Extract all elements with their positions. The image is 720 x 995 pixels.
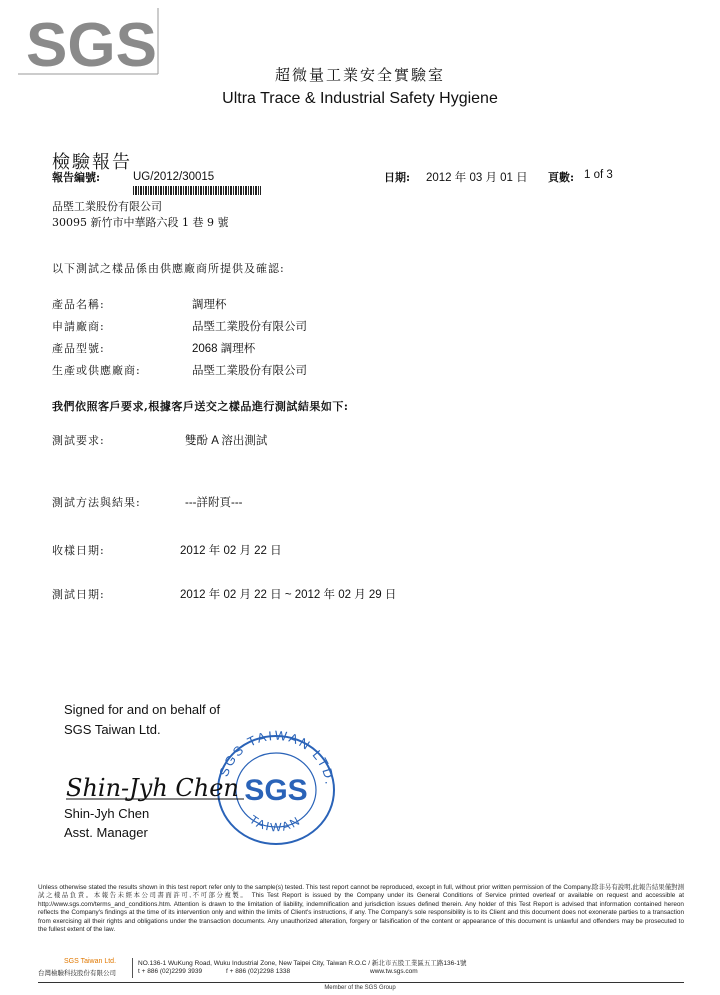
signer-name: Shin-Jyh Chen bbox=[64, 806, 150, 821]
model-label: 產品型號: bbox=[52, 342, 105, 355]
applicant-label: 申請廠商: bbox=[52, 320, 105, 333]
logo-text: SGS bbox=[26, 11, 157, 78]
test-date-label: 測試日期: bbox=[52, 588, 105, 601]
client-address: 30095 新竹市中華路六段 1 巷 9 號 bbox=[52, 216, 229, 229]
barcode bbox=[133, 186, 261, 195]
product-name-label: 產品名稱: bbox=[52, 298, 105, 311]
stamp-top-text: SGS TAIWAN LTD. bbox=[216, 728, 338, 787]
received-date-label: 收樣日期: bbox=[52, 544, 105, 557]
footer-divider bbox=[132, 958, 133, 978]
footer-address: NO.136-1 WuKung Road, Wuku Industrial Zone, New Taipei City, Taiwan R.O.C / 新北市五股工業區五工路136-1號 bbox=[138, 960, 467, 967]
company-signoff: SGS Taiwan Ltd. bbox=[64, 722, 161, 737]
test-request-label: 測試要求: bbox=[52, 434, 105, 447]
stamp-center-text: SGS bbox=[244, 774, 308, 807]
product-name-value: 調理杯 bbox=[192, 299, 227, 311]
applicant-value: 品塈工業股份有限公司 bbox=[192, 321, 307, 333]
intro-text: 以下測試之樣品係由供應廠商所提供及確認: bbox=[52, 262, 285, 275]
manufacturer-label: 生產或供應廠商: bbox=[52, 364, 141, 377]
stamp-bottom-text: TAIWAN bbox=[246, 812, 304, 835]
report-date: 2012 年 03 月 01 日 bbox=[426, 172, 528, 184]
model-value: 2068 調理杯 bbox=[192, 343, 256, 355]
test-date-value: 2012 年 02 月 22 日 ~ 2012 年 02 月 29 日 bbox=[180, 589, 397, 601]
lab-name-en: Ultra Trace & Industrial Safety Hygiene bbox=[222, 90, 498, 107]
signer-title: Asst. Manager bbox=[64, 825, 148, 840]
received-date-value: 2012 年 02 月 22 日 bbox=[180, 545, 282, 557]
svg-text:TAIWAN bbox=[247, 812, 304, 834]
method-value: ---詳附頁--- bbox=[185, 497, 243, 509]
footer-member: Member of the SGS Group bbox=[324, 985, 396, 991]
manufacturer-value: 品塈工業股份有限公司 bbox=[192, 365, 307, 377]
report-number: UG/2012/30015 bbox=[133, 171, 215, 183]
date-label: 日期: bbox=[384, 171, 411, 184]
test-request-value: 雙酚 A 溶出測試 bbox=[185, 435, 268, 447]
footer-company-zh: 台灣檢驗科技股份有限公司 bbox=[38, 970, 116, 977]
lab-name-zh: 超微量工業安全實驗室 bbox=[274, 66, 445, 84]
report-title: 檢驗報告 bbox=[52, 152, 132, 173]
client-name: 品塈工業股份有限公司 bbox=[52, 200, 162, 213]
signature bbox=[66, 766, 246, 806]
footer-fax: f + 886 (02)2298 1338 bbox=[226, 968, 291, 975]
page-label: 頁數: bbox=[548, 171, 575, 184]
footer-disclaimer: Unless otherwise stated the results shown in this test report refer only to the sample(s) tested. This test report cannot be reproduced, except in full, without prior written permission of the Company.除非另有說明,此報告結果僅對測試之樣品負責。本報告未經本公司書面許可,不可部分複製。 This Test Report is issued by the Company under its General Conditions of Service printed overleaf or available on request and accessible at http://www.sgs.com/terms_and_conditions.htm. Attention is drawn to the limitation of liability, indemnification and jurisdiction issues defined therein. Any holder of this Test Report is advised that information contained hereon reflects the Company's findings at the time of its intervention only and within the limits of Client's instructions, if any. The Company's sole responsibility is to its Client and this document does not exonerate parties to a transaction from exercising all their rights and obligations under the transaction documents. Any unauthorized alteration, forgery or falsification of the content or appearance of this document is unlawful and offenders may be prosecuted to the fullest extent of the law. bbox=[38, 884, 684, 934]
page-number: 1 of 3 bbox=[584, 169, 613, 181]
statement-text: 我們依照客戶要求,根據客戶送交之樣品進行測試結果如下: bbox=[52, 400, 349, 413]
signature-text: Shin-Jyh Chen bbox=[66, 774, 239, 802]
footer-rule bbox=[38, 982, 684, 983]
report-number-label: 報告編號: bbox=[52, 171, 101, 184]
signed-for-text: Signed for and on behalf of bbox=[64, 702, 221, 717]
footer-web[interactable]: www.tw.sgs.com bbox=[370, 968, 418, 975]
footer-company-en: SGS Taiwan Ltd. bbox=[64, 958, 117, 965]
method-label: 測試方法與結果: bbox=[52, 496, 141, 509]
footer-phone: t + 886 (02)2299 3939 bbox=[138, 968, 203, 975]
